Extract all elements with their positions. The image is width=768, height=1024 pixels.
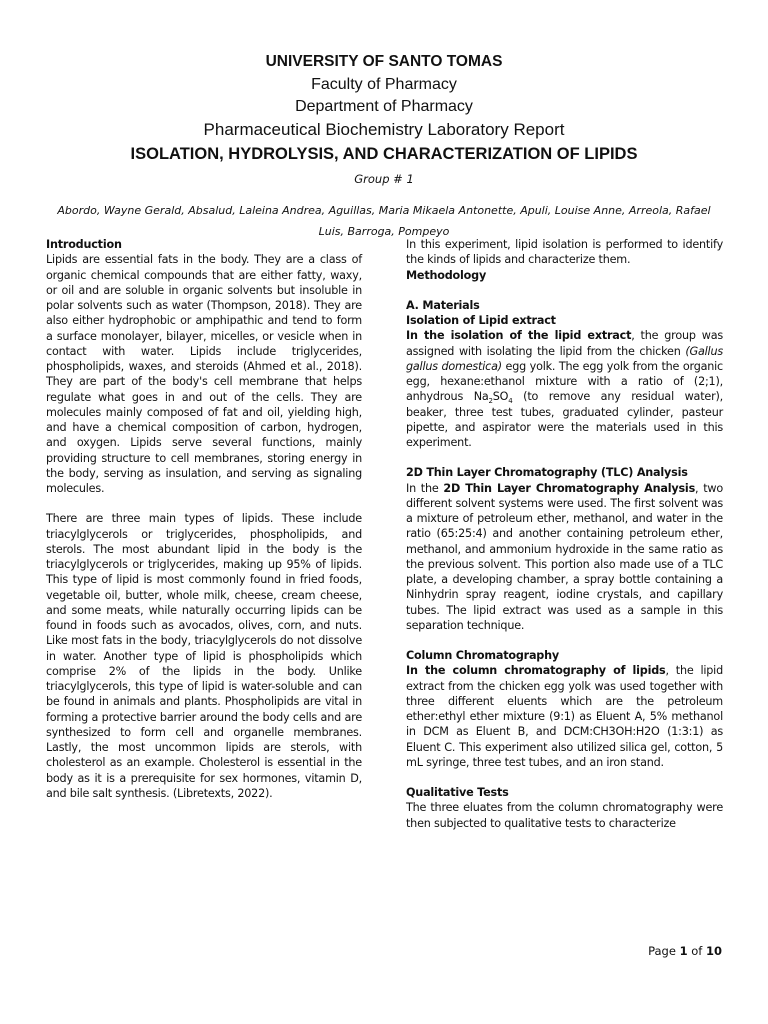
of-word: of [687,944,706,958]
group-number: Group # 1 [354,172,414,186]
oxygen-subscript: 4 [508,397,513,406]
isolation-text-b: egg yolk. The egg yolk from the organic egg, hexane:ethanol mixture with a ratio of (2;1), anhydrous Na [406,359,724,404]
page-number [648,944,722,958]
page-current: 1 [679,944,688,958]
author-list: Abordo, Wayne Gerald, Absalud, Laleina Andrea, Aguillas, Maria Mikaela Antonette, Apuli, Louise Anne, Arreola, Rafael Luis, Barroga, Pompeyo [57,203,711,238]
isolation-lead: In the isolation of the lipid extract [406,329,632,343]
column-lead: In the column chromatography of lipids [406,664,666,678]
department-name: Department of Pharmacy [295,98,473,115]
left-column [46,237,362,801]
qualitative-tests-heading: Qualitative Tests [406,786,509,799]
materials-heading: A. Materials [406,298,480,312]
isolation-text-c: (to remove any residual water), beaker, three test tubes, graduated cylinder, pasteur pipette, and aspirator were the materials used in this experiment. [406,390,723,449]
isolation-paragraph [406,328,723,450]
report-header [40,50,728,242]
sodium-subscript: 2 [488,397,493,406]
column-text: , the lipid extract from the chicken egg yolk was used together with three different eluents which are the petroleum ether:ethyl ether mixture (9:1) as Eluent A, 5% methanol in DCM as Eluent B, and DCM:CH3OH:H2O (1:3:1) as Eluent C. This experiment also utilized silica gel, cotton, 5 mL syringe, three test tubes, and an iron stand. [406,664,723,769]
qualitative-tests-paragraph: The three eluates from the column chromatography were then subjected to qualitative tests to characterize [406,801,723,830]
page-word: Page [648,944,680,958]
report-type: Pharmaceutical Biochemistry Laboratory Report [203,120,565,139]
tlc-lead-a: In the [406,481,444,495]
tlc-lead-b: 2D Thin Layer Chromatography Analysis [443,481,696,495]
university-name: UNIVERSITY OF SANTO TOMAS [265,53,503,70]
faculty-name: Faculty of Pharmacy [311,76,457,93]
tlc-paragraph [406,481,723,634]
introduction-paragraph-2: There are three main types of lipids. These include triacylglycerols or triglycerides, phospholipids, and sterols. The most abundant lipid in the body is the triacylglycerols or triglycerides, making up 95% of lipids. This type of lipid is most commonly found in fried foods, vegetable oil, butter, whole milk, cheese, cream cheese, and some meats, while naturally occurring lipids can be found in foods such as avocados, olives, corn, and nuts. Like most fats in the body, triacylglycerols do not dissolve in water. Another type of lipid is phospholipids which comprise 2% of the lipids in the body. Unlike triacylglycerols, this type of lipid is water-soluble and can be found in animals and plants. Phospholipids are vital in forming a protective barrier around the body cells and are synthesized to form cell and organelle membranes. Lastly, the most uncommon lipids are sterols, with cholesterol as an example. Cholesterol is essential in the body as it is a prerequisite for sex hormones, vitamin D, and bile salt synthesis. (Libretexts, 2022). [46,512,362,800]
methodology-heading: Methodology [406,268,487,282]
tlc-heading: 2D Thin Layer Chromatography (TLC) Analysis [406,466,688,480]
isolation-heading: Isolation of Lipid extract [406,314,556,327]
tlc-text: , two different solvent systems were used. The first solvent was a mixture of petroleum ether, methanol, and water in the ratio (65:25:4) and another containing petroleum ether, methanol, and ammonium hydroxide in the same ratio as the previous solvent. This portion also made use of a TLC plate, a developing chamber, a spray bottle containing a Ninhydrin spray reagent, iodine crystals, and capillary tubes. The lipid extract was used as a sample in this separation technique. [406,481,723,632]
page-total: 10 [705,944,722,958]
sulfate-text: SO [492,390,509,404]
right-column [406,237,723,831]
introduction-continued: In this experiment, lipid isolation is performed to identify the kinds of lipids and characterize them. [406,238,723,267]
report-title: ISOLATION, HYDROLYSIS, AND CHARACTERIZATION OF LIPIDS [130,145,638,163]
isolation-text-a: , the group was assigned with isolating the lipid from the chicken [406,329,723,358]
column-chromatography-heading: Column Chromatography [406,649,559,662]
introduction-paragraph-1: Lipids are essential fats in the body. They are a class of organic chemical compounds that are either fatty, waxy, or oil and are soluble in organic solvents but insoluble in polar solvents such as water (Thompson, 2018). They are also either hydrophobic or amphipathic and tend to form a surface monolayer, bilayer, micelles, or vesicle when in contact with water. Lipids include triglycerides, phospholipids, waxes, and steroids (Ahmed et al., 2018). They are part of the body's cell membrane that helps regulate what goes in and out of the cells. They are molecules mainly composed of fat and oil, yielding high, and have a chemical composition of carbon, hydrogen, and oxygen. Lipids serve several functions, mainly providing structure to cell membranes, storing energy in the body, serving as insulation, and serving as signaling molecules. [46,253,362,495]
species-name: (Gallus gallus domestica) [406,344,723,373]
introduction-heading: Introduction [46,238,122,251]
column-chromatography-paragraph [406,663,723,770]
